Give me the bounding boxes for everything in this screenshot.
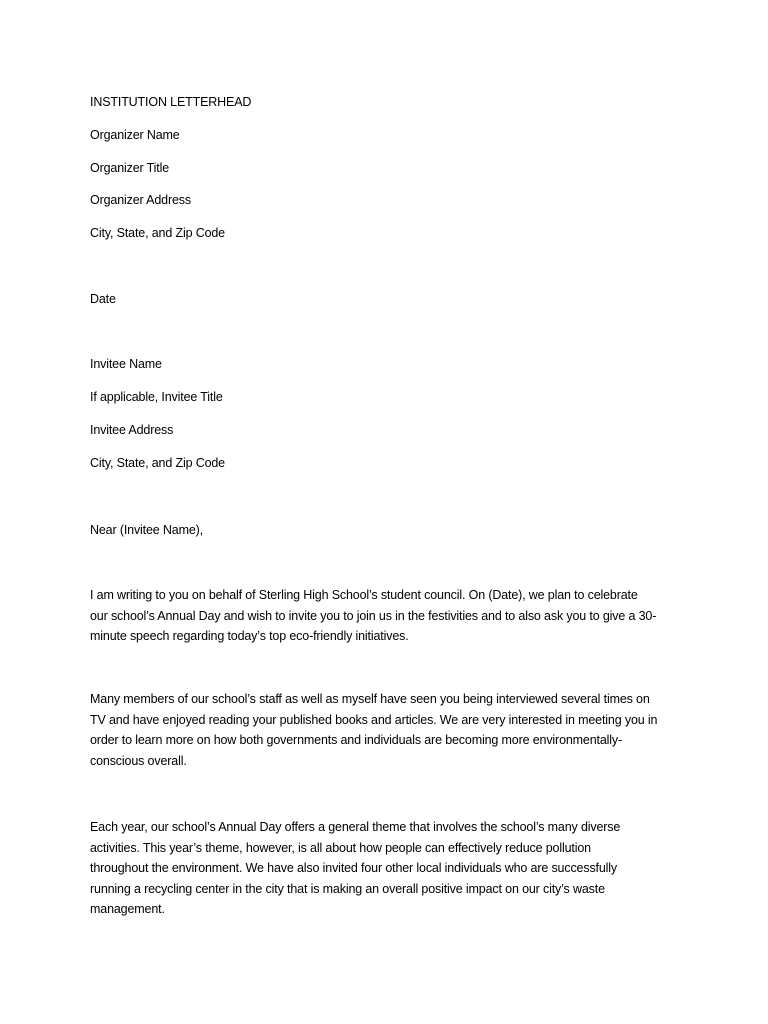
paragraph-line: running a recycling center in the city that is making an overall positive impact on our city’s waste <box>90 881 605 896</box>
invitee-title: If applicable, Invitee Title <box>90 390 223 404</box>
invitee-name: Invitee Name <box>90 357 162 371</box>
organizer-address: Organizer Address <box>90 193 191 207</box>
paragraph-line: our school’s Annual Day and wish to invite you to join us in the festivities and to also ask you to give a 30- <box>90 608 657 623</box>
paragraph-line: I am writing to you on behalf of Sterling High School’s student council. On (Date), we plan to celebrate <box>90 588 638 602</box>
body-paragraph-1 <box>90 585 680 647</box>
body-paragraph-2 <box>90 689 680 771</box>
paragraph-line: Each year, our school’s Annual Day offers a general theme that involves the school’s many diverse <box>90 820 621 834</box>
salutation: Near (Invitee Name), <box>90 523 204 537</box>
organizer-city-state-zip: City, State, and Zip Code <box>90 226 225 240</box>
invitee-address: Invitee Address <box>90 423 174 437</box>
letter-date: Date <box>90 292 116 306</box>
paragraph-line: activities. This year’s theme, however, is all about how people can effectively reduce pollution <box>90 840 591 855</box>
body-paragraph-3 <box>90 817 680 920</box>
paragraph-line: Many members of our school’s staff as well as myself have seen you being interviewed several times on <box>90 692 650 706</box>
paragraph-line: minute speech regarding today’s top eco-friendly initiatives. <box>90 629 409 643</box>
paragraph-line: order to learn more on how both governments and individuals are becoming more environmentally- <box>90 733 623 747</box>
letterhead-placeholder: INSTITUTION LETTERHEAD <box>90 95 252 109</box>
paragraph-line: throughout the environment. We have also invited four other local individuals who are successfully <box>90 861 618 875</box>
paragraph-line: TV and have enjoyed reading your published books and articles. We are very interested in meeting you in <box>90 712 658 727</box>
invitee-city-state-zip: City, State, and Zip Code <box>90 456 225 470</box>
organizer-name: Organizer Name <box>90 128 180 142</box>
paragraph-line: management. <box>90 902 165 916</box>
paragraph-line: conscious overall. <box>90 753 187 768</box>
organizer-title: Organizer Title <box>90 161 170 175</box>
